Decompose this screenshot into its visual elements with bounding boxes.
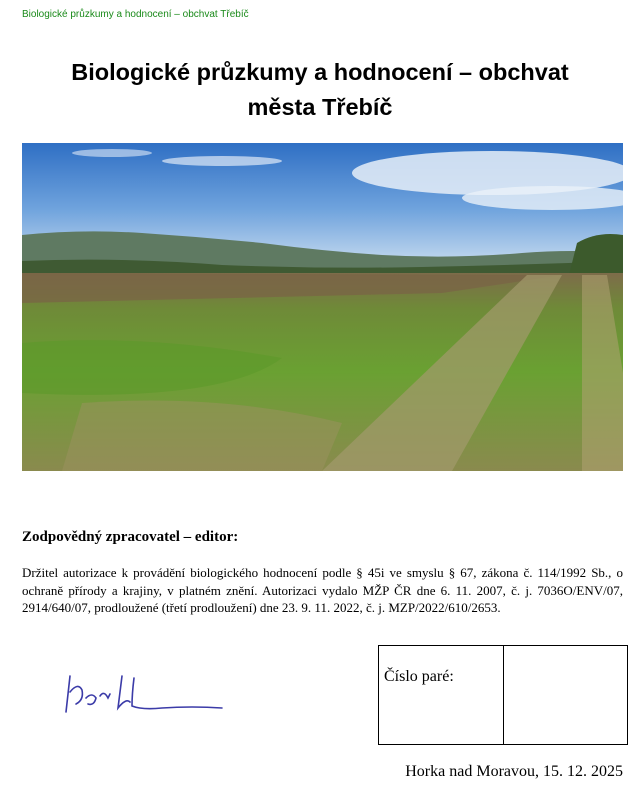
field-landscape-photo	[22, 143, 623, 471]
editor-heading: Zodpovědný zpracovatel – editor:	[22, 529, 239, 545]
editor-signature	[62, 668, 232, 723]
cloud	[72, 149, 152, 157]
landscape-illustration	[22, 143, 623, 471]
running-header: Biologické průzkumy a hodnocení – obchvat Třebíč	[22, 9, 249, 20]
title-line-1: Biologické průzkumy a hodnocení – obchvat	[71, 59, 569, 85]
document-title	[0, 55, 640, 125]
title-line-2: města Třebíč	[247, 94, 393, 120]
authorization-text: Držitel autorizace k provádění biologického hodnocení podle § 45i ve smyslu § 67, zákona č. 114/1992 Sb., o ochraně přírody a krajiny, v platném znění. Autorizaci vydalo MŽP ČR dne 6. 11. 2007, č. j. 7036O/ENV/07, 2914/640/07, prodloužené (třetí prodloužení) dne 23. 9. 11. 2022, č. j. MZP/2022/610/2653.	[22, 565, 623, 615]
cloud	[162, 156, 282, 166]
copy-number-value	[504, 646, 627, 744]
copy-number-box	[378, 645, 628, 745]
signature-drawing	[62, 668, 232, 718]
place-and-date: Horka nad Moravou, 15. 12. 2025	[405, 763, 623, 780]
copy-number-label: Číslo paré:	[379, 646, 504, 744]
